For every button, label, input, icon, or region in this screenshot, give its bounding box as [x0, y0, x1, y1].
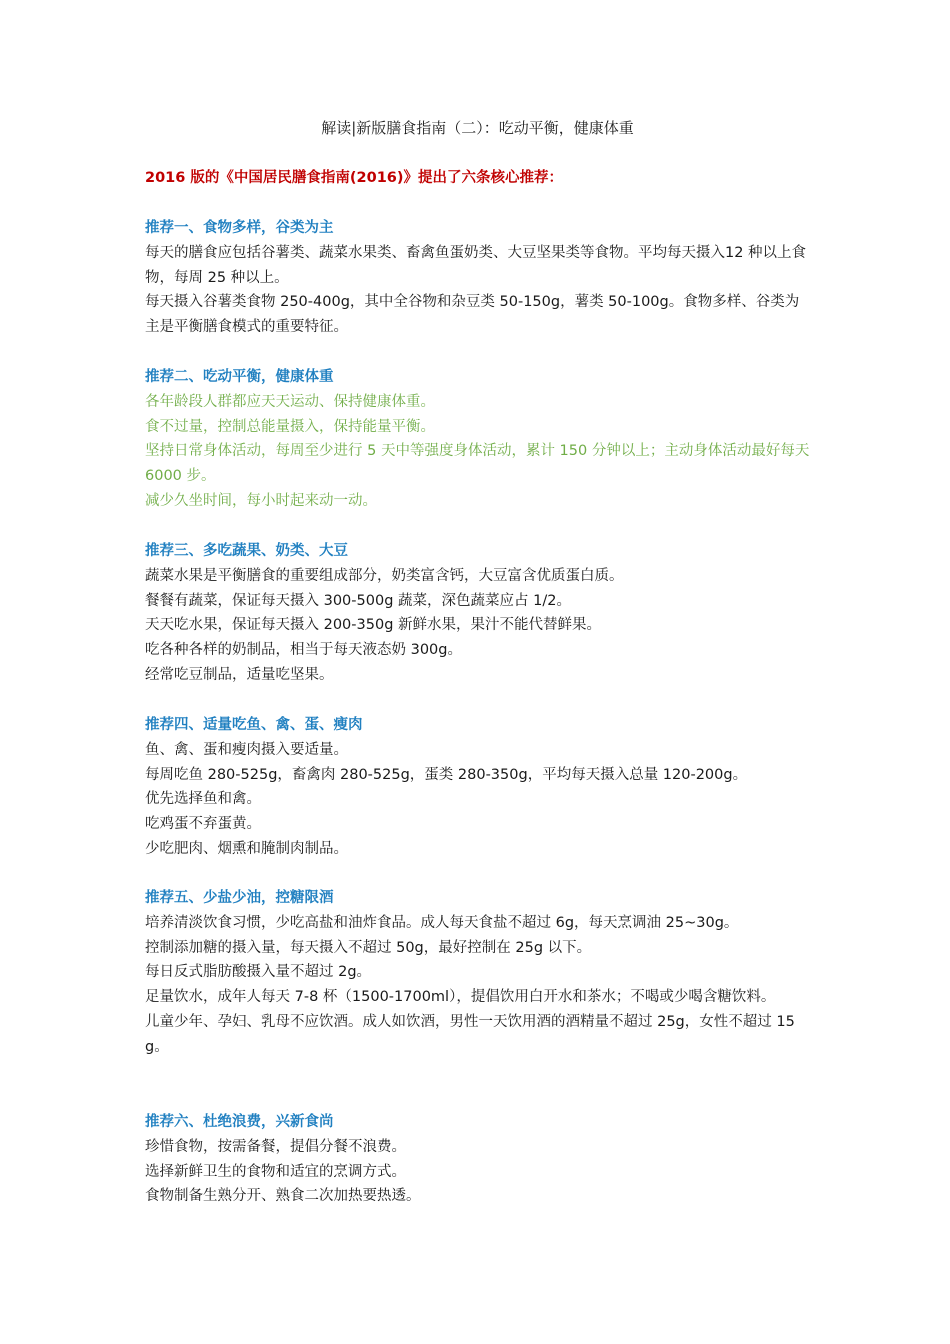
section-heading: 推荐五、少盐少油，控糖限酒 [145, 890, 334, 906]
body-paragraph: 每天摄入谷薯类食物 250-400g，其中全谷物和杂豆类 50-150g，薯类 50-100g。食物多样、谷类为主是平衡膳食模式的重要特征。 [145, 294, 800, 336]
section-heading: 推荐三、多吃蔬果、奶类、大豆 [145, 543, 348, 559]
section-recommendation-3 [145, 539, 810, 688]
body-paragraph: 优先选择鱼和禽。 [145, 791, 261, 808]
body-paragraph: 每日反式脂肪酸摄入量不超过 2g。 [145, 964, 372, 981]
section-body [145, 564, 810, 688]
body-paragraph: 吃鸡蛋不弃蛋黄。 [145, 816, 261, 833]
section-heading: 推荐一、食物多样，谷类为主 [145, 220, 334, 236]
body-paragraph: 珍惜食物，按需备餐，提倡分餐不浪费。 [145, 1138, 406, 1155]
section-recommendation-2 [145, 365, 810, 514]
body-paragraph: 鱼、禽、蛋和瘦肉摄入要适量。 [145, 741, 348, 758]
section-recommendation-5 [145, 886, 810, 1060]
body-paragraph: 每天的膳食应包括谷薯类、蔬菜水果类、畜禽鱼蛋奶类、大豆坚果类等食物。平均每天摄入12 种以上食物，每周 25 种以上。 [145, 244, 807, 286]
body-paragraph: 儿童少年、孕妇、乳母不应饮酒。成人如饮酒，男性一天饮用酒的酒精量不超过 25g，女性不超过 15g。 [145, 1013, 795, 1055]
document-title: 解读|新版膳食指南（二）：吃动平衡，健康体重 [321, 119, 634, 137]
body-paragraph: 每周吃鱼 280-525g，畜禽肉 280-525g，蛋类 280-350g，平均每天摄入总量 120-200g。 [145, 766, 748, 783]
body-paragraph: 吃各种各样的奶制品，相当于每天液态奶 300g。 [145, 642, 462, 659]
body-paragraph: 少吃肥肉、烟熏和腌制肉制品。 [145, 840, 348, 857]
body-paragraph: 食物制备生熟分开、熟食二次加热要热透。 [145, 1188, 421, 1205]
section-body [145, 390, 810, 514]
body-paragraph: 餐餐有蔬菜，保证每天摄入 300-500g 蔬菜，深色蔬菜应占 1/2。 [145, 592, 571, 609]
body-paragraph: 减少久坐时间，每小时起来动一动。 [145, 492, 377, 509]
section-heading: 推荐二、吃动平衡，健康体重 [145, 369, 334, 385]
section-recommendation-1 [145, 216, 810, 340]
intro-line: 2016 版的《中国居民膳食指南(2016)》提出了六条核心推荐： [145, 170, 564, 186]
section-body [145, 911, 810, 1060]
body-paragraph: 蔬菜水果是平衡膳食的重要组成部分，奶类富含钙，大豆富含优质蛋白质。 [145, 567, 624, 584]
section-heading: 推荐六、杜绝浪费，兴新食尚 [145, 1114, 334, 1130]
section-body [145, 1135, 810, 1209]
body-paragraph: 各年龄段人群都应天天运动、保持健康体重。 [145, 393, 435, 410]
section-recommendation-6 [145, 1110, 810, 1209]
body-paragraph: 控制添加糖的摄入量，每天摄入不超过 50g，最好控制在 25g 以下。 [145, 939, 592, 956]
body-paragraph: 食不过量，控制总能量摄入，保持能量平衡。 [145, 418, 435, 435]
body-paragraph: 天天吃水果，保证每天摄入 200-350g 新鲜水果，果汁不能代替鲜果。 [145, 617, 602, 634]
section-body [145, 241, 810, 340]
section-recommendation-4 [145, 713, 810, 862]
body-paragraph: 选择新鲜卫生的食物和适宜的烹调方式。 [145, 1163, 406, 1180]
body-paragraph: 坚持日常身体活动，每周至少进行 5 天中等强度身体活动，累计 150 分钟以上；主动身体活动最好每天 6000 步。 [145, 443, 810, 485]
section-heading: 推荐四、适量吃鱼、禽、蛋、瘦肉 [145, 717, 363, 733]
section-body [145, 738, 810, 862]
body-paragraph: 经常吃豆制品，适量吃坚果。 [145, 666, 334, 683]
body-paragraph: 培养清淡饮食习惯，少吃高盐和油炸食品。成人每天食盐不超过 6g，每天烹调油 25~30g。 [145, 914, 739, 931]
body-paragraph: 足量饮水，成年人每天 7-8 杯（1500-1700ml），提倡饮用白开水和茶水；不喝或少喝含糖饮料。 [145, 989, 776, 1006]
